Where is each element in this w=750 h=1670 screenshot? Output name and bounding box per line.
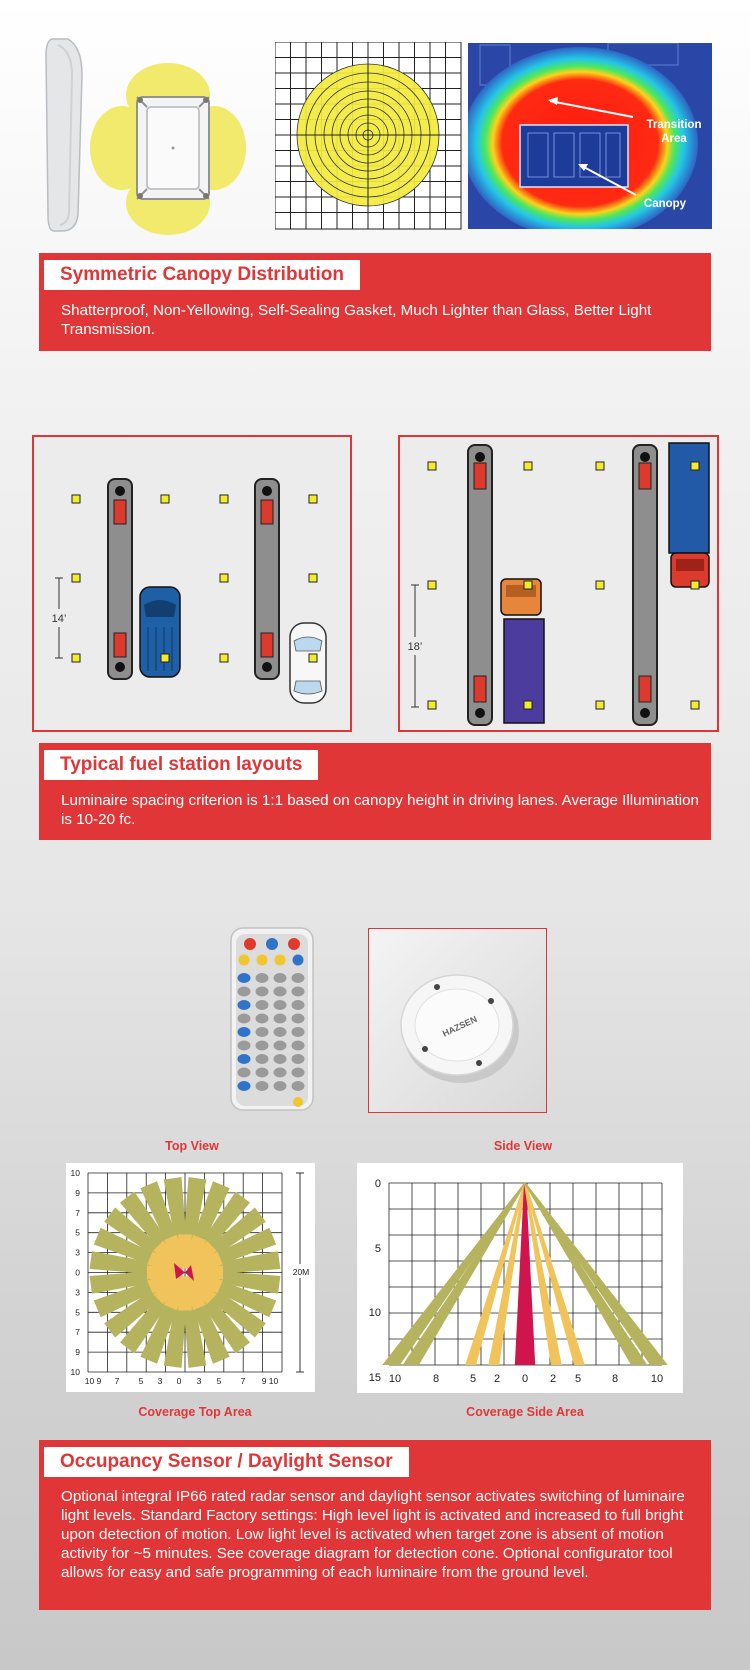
side-view-caption: Side View	[493, 1139, 553, 1153]
remote-control-image	[228, 926, 316, 1112]
section-description: Luminaire spacing criterion is 1:1 based on canopy height in driving lanes. Average Illumination is 10-20 fc.	[61, 792, 699, 828]
remote-button-icon	[274, 1027, 287, 1037]
coverage-side-chart	[357, 1163, 683, 1393]
remote-button-icon	[239, 955, 250, 966]
remote-button-icon	[292, 987, 305, 997]
remote-button-icon	[238, 1068, 251, 1078]
occupancy-sensor-panel	[39, 1440, 711, 1610]
y-tick-label: 15	[368, 1372, 381, 1384]
remote-button-icon	[292, 1054, 305, 1064]
remote-button-icon	[292, 1041, 305, 1051]
fuel-station-layouts-panel	[39, 743, 711, 840]
remote-button-icon	[256, 1041, 269, 1051]
remote-button-icon	[257, 955, 268, 966]
distribution-grid-diagram	[275, 42, 462, 230]
remote-button-icon	[256, 1081, 269, 1091]
remote-button-icon	[238, 1014, 251, 1024]
y-tick-label: 5	[75, 1227, 80, 1238]
remote-button-icon	[256, 987, 269, 997]
remote-button-icon	[292, 1000, 305, 1010]
remote-button-icon	[238, 1054, 251, 1064]
remote-button-icon	[288, 938, 300, 950]
x-tick-label: 5	[574, 1373, 582, 1385]
x-tick-label: 10	[388, 1373, 402, 1385]
x-tick-label: 5	[216, 1376, 222, 1386]
layout-diagram-trucks	[398, 435, 719, 732]
remote-button-icon	[292, 1027, 305, 1037]
section-title: Occupancy Sensor / Daylight Sensor	[44, 1447, 409, 1477]
dimension-14ft: 14’	[51, 613, 67, 625]
remote-button-icon	[256, 1054, 269, 1064]
x-tick-label: 5	[469, 1373, 477, 1385]
remote-button-icon	[266, 938, 278, 950]
y-tick-label: 10	[368, 1307, 381, 1319]
transition-label: Transition	[646, 119, 702, 131]
sensor-brand-text: HAZSEN	[440, 1013, 479, 1039]
section-description: Optional integral IP66 rated radar sensor and daylight sensor activates switching of luminaire light levels. Standard Factory settings: High level light is activated and increased to full bright upon detection of motion. Low light level is activated when target zone is absent of motion activity for ~5 minutes. See coverage diagram for detection cone. Optional configurator tool allows for easy and safe programming of each luminaire from the ground level.	[61, 1488, 685, 1581]
x-tick-label: 3	[157, 1376, 163, 1386]
remote-button-icon	[238, 1081, 251, 1091]
remote-button-icon	[292, 973, 305, 983]
y-tick-label: 5	[374, 1243, 381, 1255]
remote-button-icon	[292, 1068, 305, 1078]
remote-button-icon	[274, 1081, 287, 1091]
x-tick-label: 3	[196, 1376, 202, 1386]
y-tick-label: 10	[70, 1168, 80, 1178]
remote-button-icon	[244, 938, 256, 950]
remote-button-icon	[274, 1054, 287, 1064]
remote-button-icon	[292, 1081, 305, 1091]
remote-button-icon	[238, 1000, 251, 1010]
x-tick-label: 0	[176, 1376, 182, 1386]
luminaire-product-image	[40, 35, 260, 235]
x-tick-label: 5	[138, 1376, 144, 1386]
canopy-distribution-panel	[39, 253, 711, 351]
x-tick-label: 7	[114, 1376, 120, 1386]
x-tick-label: 8	[432, 1373, 440, 1385]
remote-button-icon	[274, 1041, 287, 1051]
layout-diagram-cars	[32, 435, 352, 732]
x-tick-label: 9 10	[261, 1376, 279, 1386]
x-tick-label: 10 9	[84, 1376, 102, 1386]
y-tick-label: 9	[75, 1347, 80, 1358]
remote-button-icon	[293, 1097, 303, 1107]
remote-button-icon	[275, 955, 286, 966]
remote-button-icon	[274, 1068, 287, 1078]
x-tick-label: 0	[521, 1373, 529, 1385]
x-tick-label: 2	[549, 1373, 557, 1385]
remote-button-icon	[274, 973, 287, 983]
dimension-18ft: 18’	[407, 641, 423, 653]
y-tick-label: 0	[75, 1267, 80, 1278]
remote-button-icon	[274, 1014, 287, 1024]
x-tick-label: 7	[240, 1376, 246, 1386]
remote-button-icon	[256, 1027, 269, 1037]
remote-button-icon	[274, 987, 287, 997]
remote-button-icon	[256, 973, 269, 983]
x-tick-label: 8	[611, 1373, 619, 1385]
y-tick-label: 9	[75, 1187, 80, 1198]
remote-button-icon	[274, 1000, 287, 1010]
sensor-product-image	[368, 928, 547, 1113]
remote-button-icon	[256, 1068, 269, 1078]
remote-button-icon	[238, 987, 251, 997]
remote-button-icon	[293, 955, 304, 966]
y-tick-label: 3	[75, 1287, 80, 1298]
remote-button-icon	[238, 973, 251, 983]
y-tick-label: 7	[75, 1327, 80, 1338]
remote-button-icon	[238, 1027, 251, 1037]
coverage-top-chart	[66, 1163, 315, 1392]
range-label: 20M	[292, 1267, 310, 1277]
section-title: Typical fuel station layouts	[44, 750, 318, 780]
coverage-top-caption: Coverage Top Area	[138, 1405, 252, 1419]
canopy-label: Canopy	[643, 198, 687, 210]
remote-button-icon	[256, 1000, 269, 1010]
coverage-side-caption: Coverage Side Area	[466, 1405, 584, 1419]
section-description: Shatterproof, Non-Yellowing, Self-Sealing Gasket, Much Lighter than Glass, Better Light Transmission.	[61, 302, 652, 338]
y-tick-label: 7	[75, 1207, 80, 1218]
top-view-caption: Top View	[165, 1139, 219, 1153]
canopy-heatmap-image	[468, 43, 712, 229]
y-tick-label: 3	[75, 1247, 80, 1258]
area-label: Area	[661, 133, 687, 145]
y-tick-label: 5	[75, 1307, 80, 1318]
remote-button-icon	[292, 1014, 305, 1024]
remote-button-icon	[256, 1014, 269, 1024]
section-title: Symmetric Canopy Distribution	[44, 260, 360, 290]
remote-button-icon	[238, 1041, 251, 1051]
x-tick-label: 2	[493, 1373, 501, 1385]
y-tick-label: 0	[374, 1178, 381, 1190]
y-tick-label: 10	[70, 1367, 80, 1377]
x-tick-label: 10	[650, 1373, 664, 1385]
